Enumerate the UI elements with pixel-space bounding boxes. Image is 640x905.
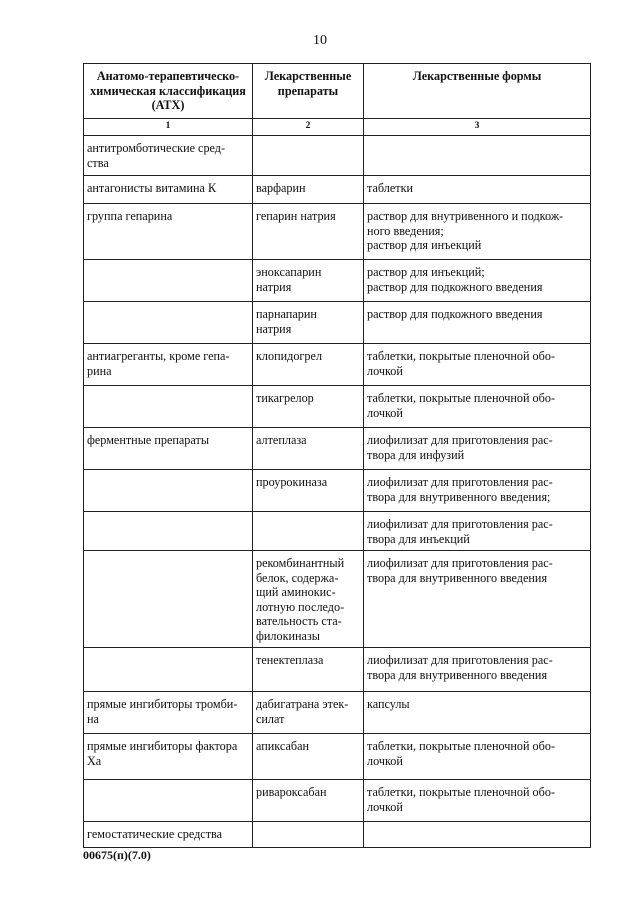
forms-cell: лиофилизат для приготовления рас- твора для инфузий [364, 428, 591, 470]
atc-cell: антитромботические сред- ства [84, 136, 253, 176]
column-number: 1 [84, 119, 253, 136]
drug-cell [253, 512, 364, 551]
forms-cell: таблетки, покрытые пленочной обо- лочкой [364, 344, 591, 386]
header-forms: Лекарственные формы [364, 64, 591, 119]
drug-cell: дабигатрана этек- силат [253, 692, 364, 734]
forms-cell: таблетки, покрытые пленочной обо- лочкой [364, 386, 591, 428]
drug-cell: варфарин [253, 176, 364, 204]
atc-cell: антагонисты витамина К [84, 176, 253, 204]
drug-cell: проурокиназа [253, 470, 364, 512]
table-row [84, 260, 591, 302]
table-row [84, 176, 591, 204]
atc-cell: прямые ингибиторы тромби- на [84, 692, 253, 734]
drug-cell: тикагрелор [253, 386, 364, 428]
header-drugs: Лекарственные препараты [253, 64, 364, 119]
column-number: 2 [253, 119, 364, 136]
forms-cell: капсулы [364, 692, 591, 734]
forms-cell [364, 136, 591, 176]
drug-cell [253, 136, 364, 176]
forms-cell: лиофилизат для приготовления рас- твора для внутривенного введения [364, 648, 591, 692]
drug-cell: рекомбинантный белок, содержа- щий аминокис- лотную последо- вательность ста- филокиназы [253, 551, 364, 648]
table-row [84, 302, 591, 344]
forms-cell: раствор для внутривенного и подкож- ного введения; раствор для инъекций [364, 204, 591, 260]
atc-cell: прямые ингибиторы фактора Xa [84, 734, 253, 780]
table-row [84, 512, 591, 551]
drug-cell: тенектеплаза [253, 648, 364, 692]
forms-cell: лиофилизат для приготовления рас- твора для внутривенного введения [364, 551, 591, 648]
table-row [84, 204, 591, 260]
atc-cell [84, 386, 253, 428]
footer-document-code: 00675(п)(7.0) [83, 848, 151, 862]
table-row [84, 428, 591, 470]
atc-cell [84, 648, 253, 692]
atc-cell: группа гепарина [84, 204, 253, 260]
forms-cell [364, 822, 591, 848]
atc-cell: гемостатические средства [84, 822, 253, 848]
drug-cell: алтеплаза [253, 428, 364, 470]
drug-cell: парнапарин натрия [253, 302, 364, 344]
drug-cell: клопидогрел [253, 344, 364, 386]
table-row [84, 344, 591, 386]
atc-cell [84, 512, 253, 551]
forms-cell: таблетки [364, 176, 591, 204]
forms-cell: лиофилизат для приготовления рас- твора для инъекций [364, 512, 591, 551]
atc-cell: ферментные препараты [84, 428, 253, 470]
table-row [84, 470, 591, 512]
atc-cell: антиагреганты, кроме гепа- рина [84, 344, 253, 386]
drug-cell: ривароксабан [253, 780, 364, 822]
column-number: 3 [364, 119, 591, 136]
table-row [84, 136, 591, 176]
forms-cell: раствор для подкожного введения [364, 302, 591, 344]
atc-cell [84, 780, 253, 822]
forms-cell: таблетки, покрытые пленочной обо- лочкой [364, 780, 591, 822]
table-row [84, 780, 591, 822]
page-number: 10 [313, 33, 327, 48]
table-row [84, 822, 591, 848]
drug-cell [253, 822, 364, 848]
header-atc: Анатомо-терапевтическо- химическая классификация (АТХ) [84, 64, 253, 119]
atc-cell [84, 302, 253, 344]
forms-cell: лиофилизат для приготовления рас- твора для внутривенного введения; [364, 470, 591, 512]
table-header-row [84, 64, 591, 119]
atc-cell [84, 260, 253, 302]
drug-table [83, 63, 591, 848]
forms-cell: таблетки, покрытые пленочной обо- лочкой [364, 734, 591, 780]
drug-cell: эноксапарин натрия [253, 260, 364, 302]
table-row [84, 692, 591, 734]
atc-cell [84, 470, 253, 512]
forms-cell: раствор для инъекций; раствор для подкожного введения [364, 260, 591, 302]
table-row [84, 551, 591, 648]
drug-cell: апиксабан [253, 734, 364, 780]
table-row [84, 386, 591, 428]
table-row [84, 648, 591, 692]
column-number-row [84, 119, 591, 136]
drug-cell: гепарин натрия [253, 204, 364, 260]
table-row [84, 734, 591, 780]
atc-cell [84, 551, 253, 648]
